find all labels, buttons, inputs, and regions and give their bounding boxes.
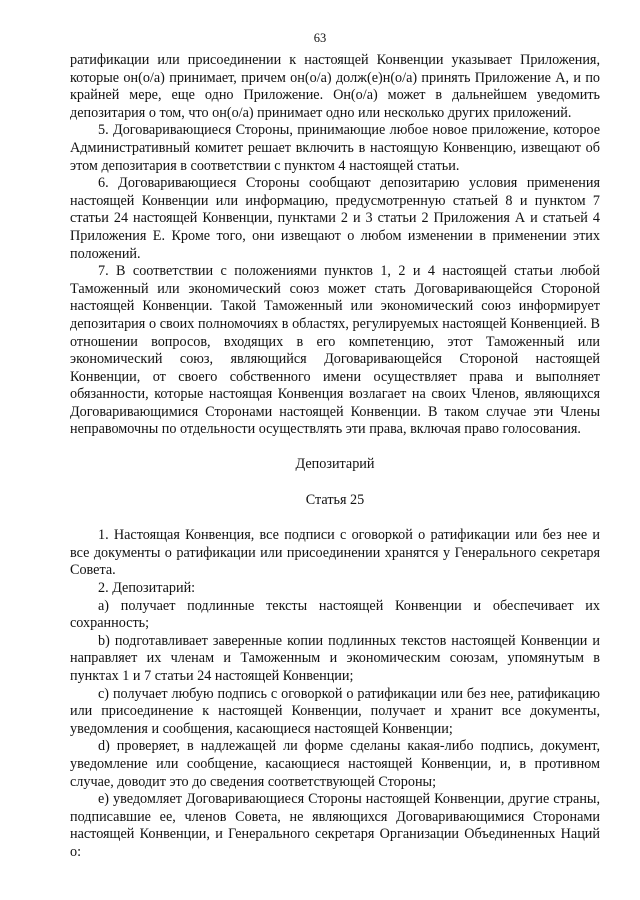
article-item-d: d) проверяет, в надлежащей ли форме сделаны какая-либо подпись, документ, уведомление или сообщение, касающиеся настоящей Конвенции, и, в противном случае, доводит это до сведения соответствующей Стороны; bbox=[70, 738, 600, 790]
article-item-c: c) получает любую подпись с оговоркой о ратификации или без нее, ратификацию или присоединение к настоящей Конвенции, получает и хранит все документы, уведомления и сообщения, касающиеся настоящей Конвенции; bbox=[70, 685, 600, 737]
article-item-a: a) получает подлинные тексты настоящей Конвенции и обеспечивает их сохранность; bbox=[70, 597, 600, 632]
paragraph-6: 6. Договаривающиеся Стороны сообщают депозитарию условия применения настоящей Конвенции или информацию, предусмотренную статьей 8 и пунктом 7 статьи 24 настоящей Конвенции, пунктами 2 и 3 статьи 2 Приложения А и статьей 4 Приложения Е. Кроме того, они извещают о любом изменении в применении этих положений. bbox=[70, 175, 600, 262]
section-heading: Депозитарий bbox=[295, 456, 375, 473]
article-item-e: e) уведомляет Договаривающиеся Стороны настоящей Конвенции, другие страны, подписавшие ее, членов Совета, не являющихся Договаривающимися Сторонами настоящей Конвенции, и Генерального секретаря Организации Объединенных Наций о: bbox=[70, 791, 600, 860]
paragraph-7: 7. В соответствии с положениями пунктов 1, 2 и 4 настоящей статьи любой Таможенный или экономический союз может стать Договаривающейся Стороной настоящей Конвенции. Такой Таможенный или экономический союз информирует депозитария о своих полномочиях в областях, регулируемых настоящей Конвенцией. В отношении вопросов, входящих в его компетенцию, этот Таможенный или экономический союз, являющийся Договаривающейся Стороной настоящей Конвенции, от своего собственного имени осуществляет права и выполняет обязанности, которые настоящая Конвенция возлагает на своих Членов, являющихся Договаривающимися Сторонами настоящей Конвенции. В таком случае эти Члены неправомочны по отдельности осуществлять эти права, включая право голосования. bbox=[70, 263, 600, 438]
article-heading: Статья 25 bbox=[305, 491, 365, 508]
document-body bbox=[70, 52, 600, 862]
page-number: 63 bbox=[313, 31, 327, 45]
paragraph-5: 5. Договаривающиеся Стороны, принимающие любое новое приложение, которое Административный комитет решает включить в настоящую Конвенцию, извещают об этом депозитария в соответствии с пунктом 4 настоящей статьи. bbox=[70, 122, 600, 174]
article-item-b: b) подготавливает заверенные копии подлинных текстов настоящей Конвенции и направляет их членам и Таможенным и экономическим союзам, упомянутым в пунктах 1 и 7 статьи 24 настоящей Конвенции; bbox=[70, 632, 600, 684]
paragraph-continuation: ратификации или присоединении к настоящей Конвенции указывает Приложения, которые он(о/а) принимает, причем он(о/а) долж(е)н(о/а) принять Приложение А, и по крайней мере, еще одно Приложение. Он(о/а) может в дальнейшем уведомить депозитария о том, что он(о/а) принимает одно или несколько других приложений. bbox=[70, 52, 600, 121]
article-paragraph-1: 1. Настоящая Конвенция, все подписи с оговоркой о ратификации или без нее и все документы о ратификации или присоединении хранятся у Генерального секретаря Совета. bbox=[70, 527, 600, 579]
article-paragraph-2: 2. Депозитарий: bbox=[98, 580, 196, 597]
